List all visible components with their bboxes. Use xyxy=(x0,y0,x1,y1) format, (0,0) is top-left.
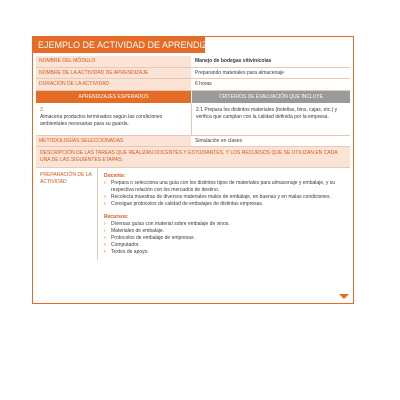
outcome-row xyxy=(36,103,350,136)
header-evaluation-criteria: CRITERIOS DE EVALUACIÓN QUE INCLUYE xyxy=(192,91,350,103)
field-value: Manejo de bodegas vitivinícolas xyxy=(195,58,272,64)
teacher-item: › Prepara o selecciona una guía con los distintos tipos de materiales para almacenaje y embalaje, y su respectiva relación con los mercados de destino. xyxy=(104,180,344,194)
field-value: 6 horas xyxy=(195,81,212,88)
resource-item: › Textos de apoyo. xyxy=(104,249,344,256)
resource-item: › Computador. xyxy=(104,242,344,249)
page-corner-arrow-icon xyxy=(339,294,349,299)
stage-label: PREPARACIÓN DE LA ACTIVIDAD xyxy=(36,168,98,260)
resource-item: › Materiales de embalaje. xyxy=(104,228,344,235)
outcome-number: 2. xyxy=(40,106,45,113)
resources-heading: Recursos: xyxy=(104,214,129,221)
table-header xyxy=(36,91,350,103)
methodology-label: METODOLOGÍAS SELECCIONADAS xyxy=(36,136,192,147)
field-value: Preparando materiales para almacenaje xyxy=(195,69,284,76)
field-label: DURACIÓN DE LA ACTIVIDAD xyxy=(36,79,192,90)
outcome-cell xyxy=(36,103,192,135)
field-label: NOMBRE DEL MÓDULO xyxy=(36,56,192,67)
methodology-row xyxy=(36,136,350,148)
stage-content xyxy=(98,168,350,260)
resource-item: › Diversas guías con material sobre embalaje de vinos. xyxy=(104,221,344,228)
header-expected-learning: APRENDIZAJES ESPERADOS xyxy=(36,91,192,103)
sheet-title: EJEMPLO DE ACTIVIDAD DE APRENDIZAJE xyxy=(33,37,205,53)
teacher-item: › Consigue protocolos de calidad de embalajes de distintas empresas. xyxy=(104,201,344,208)
outcome-text: Almacena productos terminados según las condiciones ambientales necesarias para su guarda. xyxy=(40,113,163,127)
field-row-activity xyxy=(36,68,350,80)
field-row-duration xyxy=(36,79,350,91)
field-label: NOMBRE DE LA ACTIVIDAD DE APRENDIZAJE xyxy=(36,68,192,79)
criterion-text: 2.1 Prepara los distintos materiales (botellas, bins, cajas, etc.) y verifica que cumplan con la calidad definida por la empresa. xyxy=(196,106,338,120)
teacher-heading: Docente: xyxy=(104,173,126,180)
resource-item: › Protocolos de embalaje de empresas. xyxy=(104,235,344,242)
methodology-value: Simulación en clases xyxy=(195,137,242,144)
activity-stage-row xyxy=(36,168,350,260)
field-row-module xyxy=(36,56,350,68)
activity-table xyxy=(36,56,350,260)
teacher-item: › Recolecta muestras de diversos materiales malos de embalaje, en buenas y en malas condiciones. xyxy=(104,194,344,201)
description-band: DESCRIPCIÓN DE LAS TAREAS QUE REALIZAN DOCENTES Y ESTUDIANTES, Y LOS RECURSOS QUE SE UTILIZAN EN CADA UNA DE LAS SIGUIENTES ETAPAS: xyxy=(36,147,350,168)
activity-sheet xyxy=(32,36,354,304)
